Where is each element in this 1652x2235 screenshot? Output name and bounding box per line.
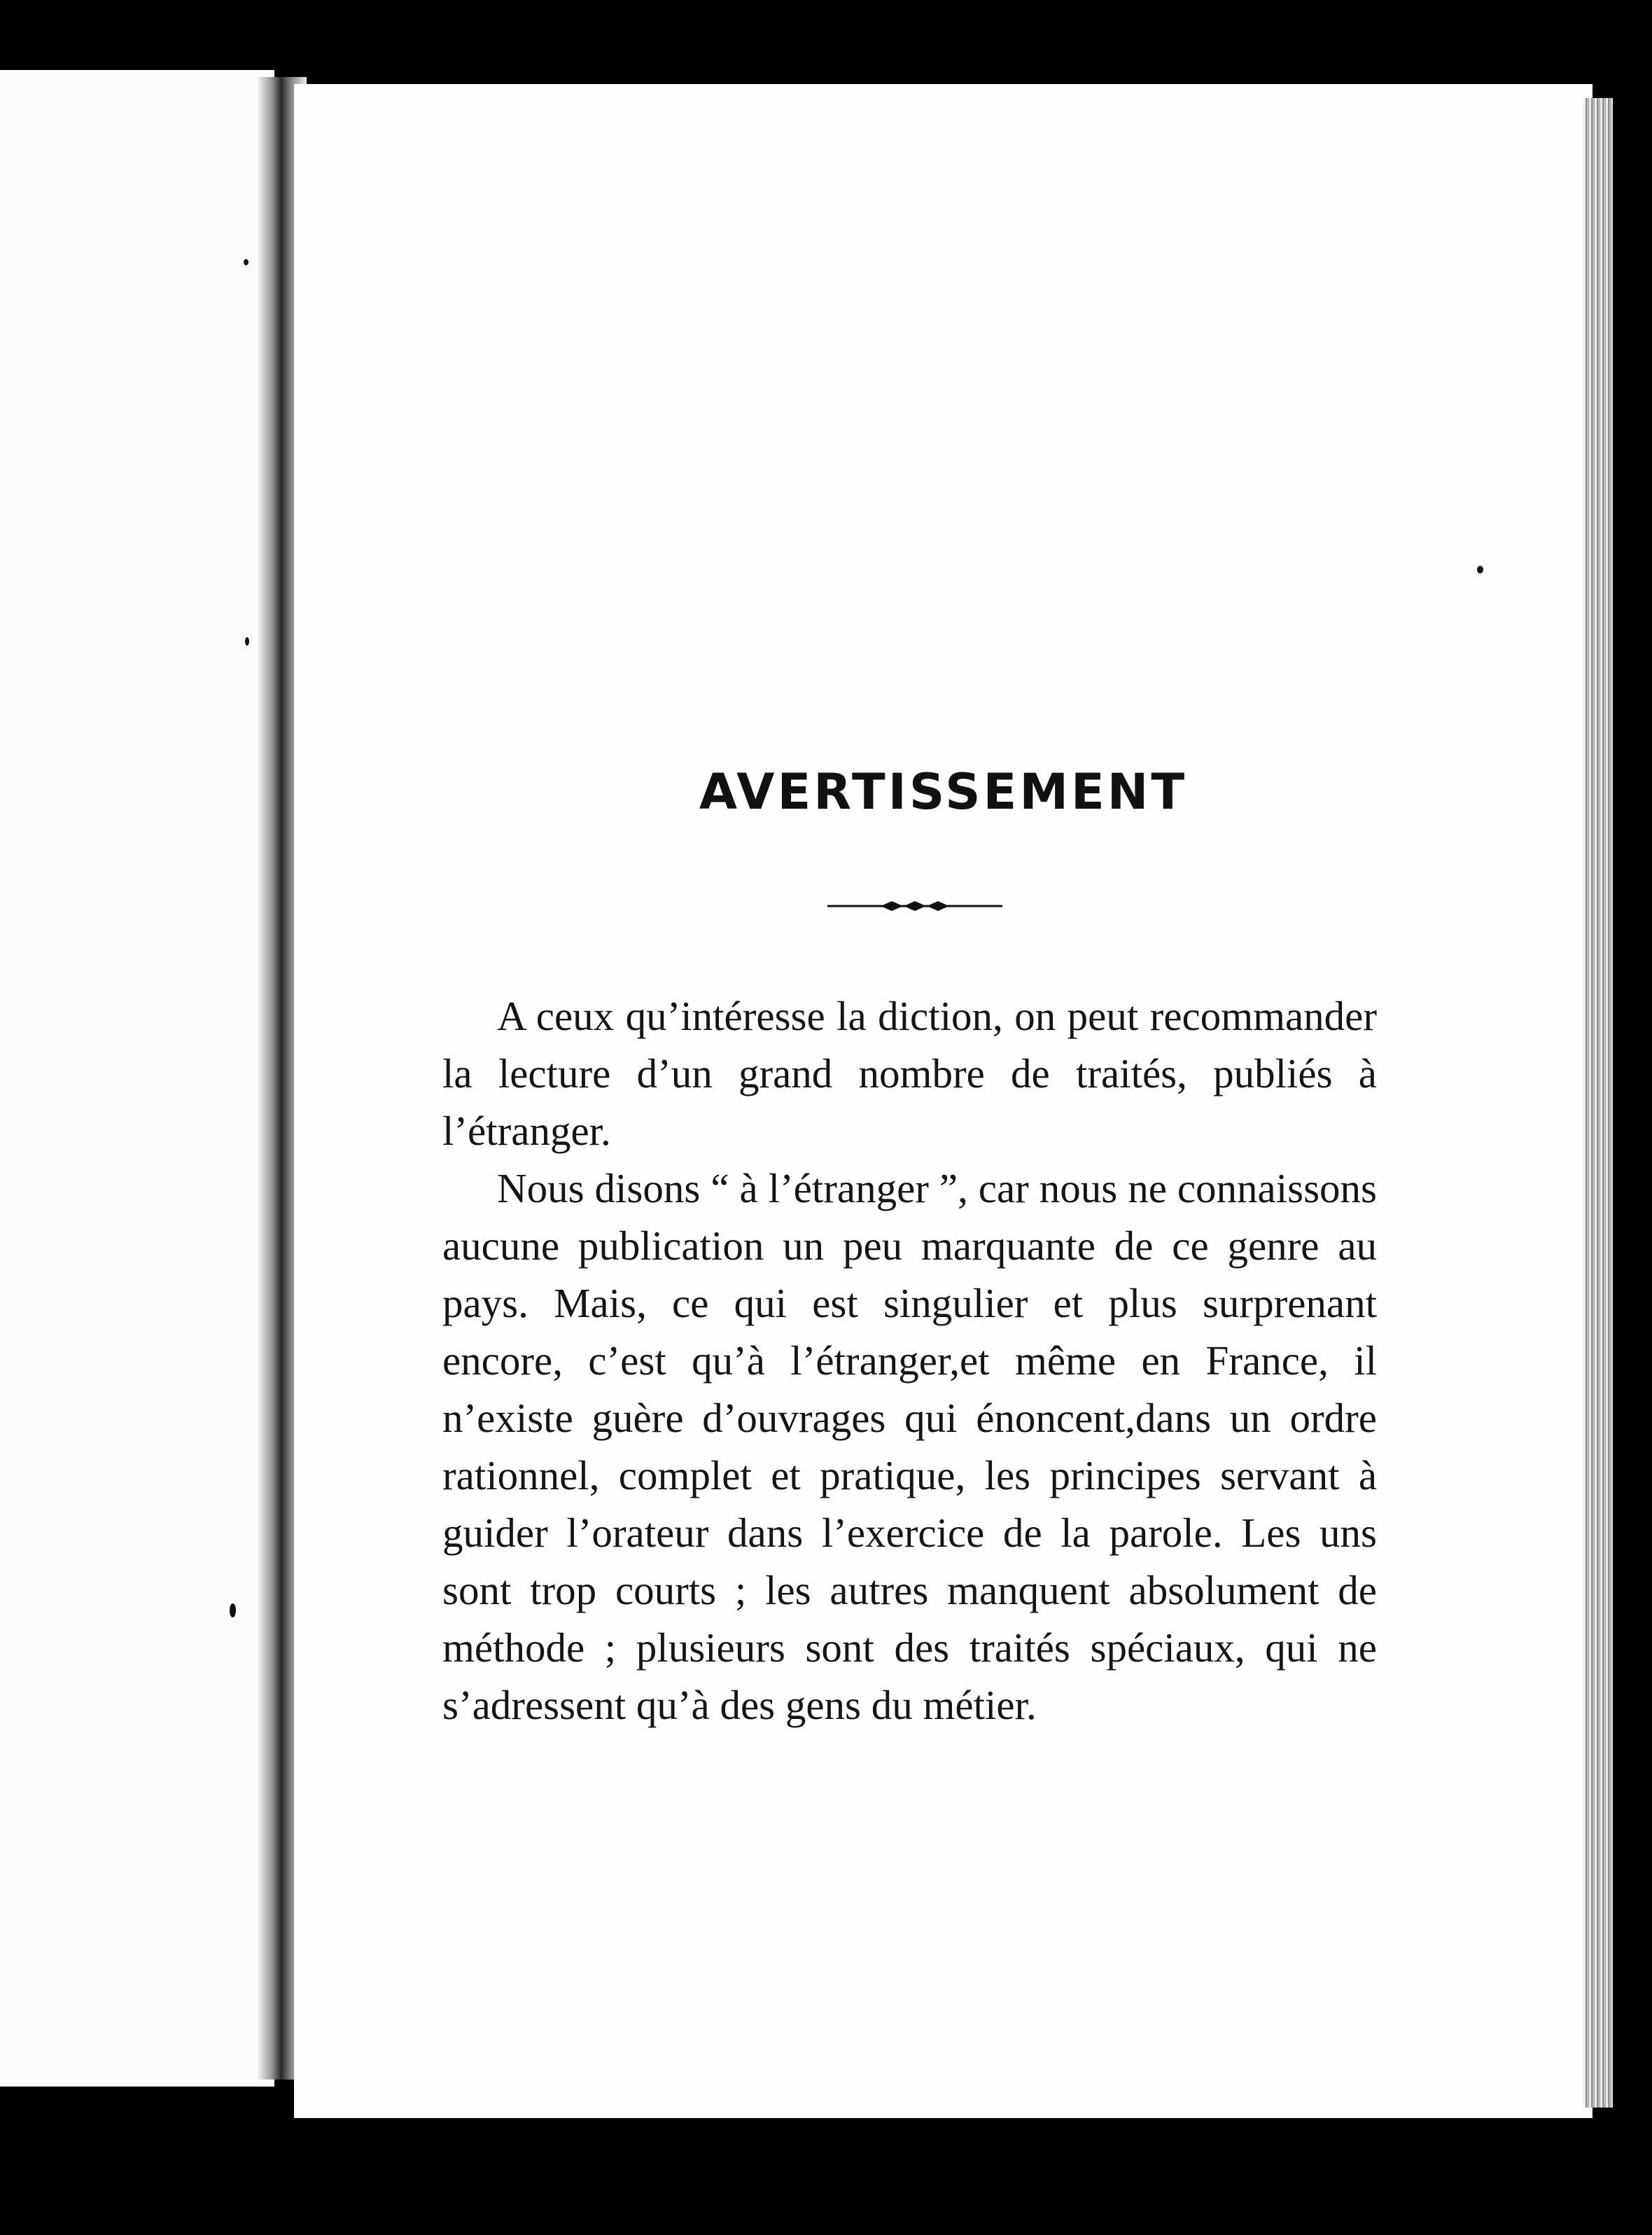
paragraph: Nous disons “ à l’étranger ”, car nous ne connaissons aucune publication un peu marquante de ce genre au pays. Mais, ce qui est singulier et plus surprenant encore, c’est qu’à l’étranger,et même en France, il n’existe guère d’ouvrages qui énoncent,dans un ordre rationnel, complet et pratique, les principes servant à guider l’orateur dans l’exercice de la parole. Les uns sont trop courts ; les autres manquent absolument de méthode ; plusieurs sont des traités spéciaux, qui ne s’adressent qu’à des gens du métier.: [442, 1165, 1377, 1728]
rule-with-three-diamonds-icon: [827, 899, 1002, 913]
scan-speck: [245, 637, 249, 646]
body-text: [442, 987, 1377, 1734]
left-page: [0, 70, 274, 2087]
scan-speck: [230, 1603, 236, 1617]
page-heading: AVERTISSEMENT: [699, 763, 1188, 821]
paragraph: A ceux qu’intéresse la diction, on peut recommander la lecture d’un grand nombre de traités, publiés à l’étranger.: [442, 993, 1377, 1154]
scan-speck: [1477, 566, 1483, 573]
scan-speck: [244, 259, 248, 265]
page-edges: [1583, 98, 1613, 2108]
